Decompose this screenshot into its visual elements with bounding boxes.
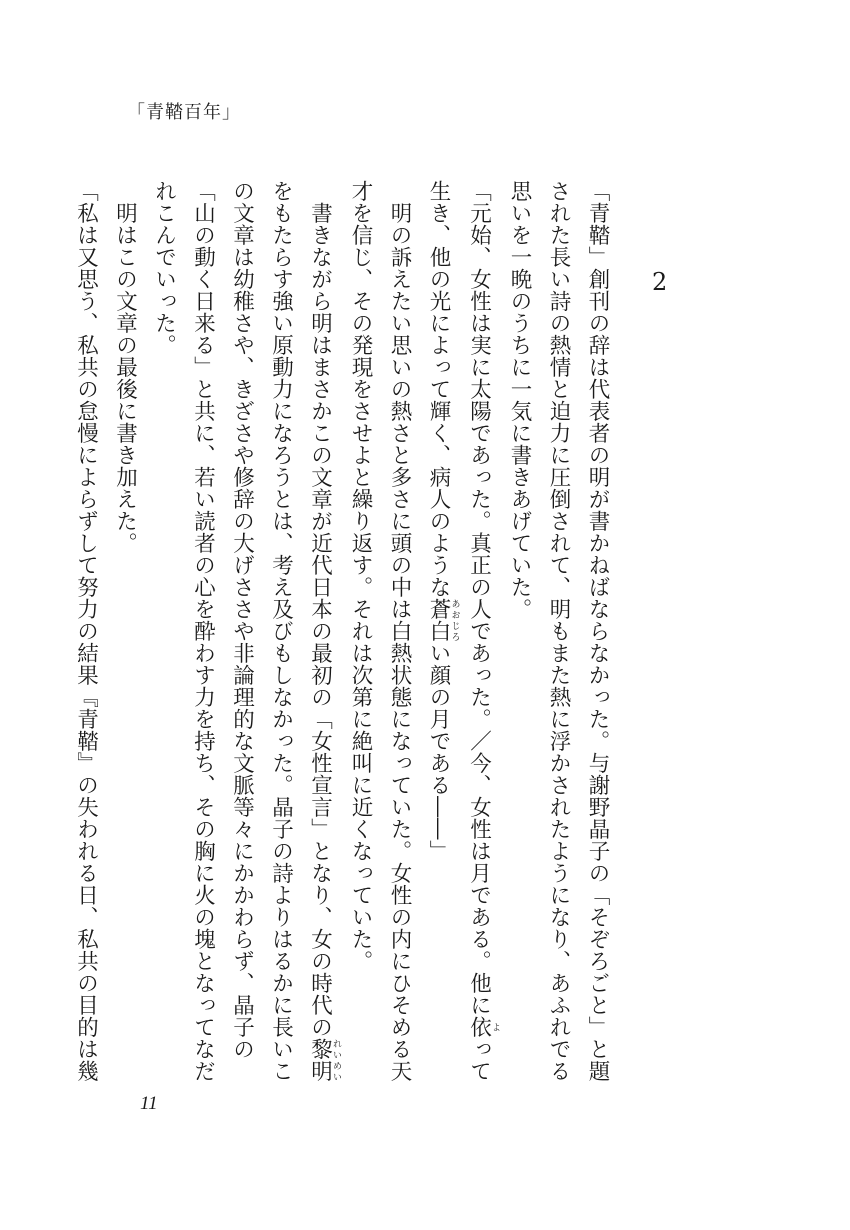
text-line [419,180,460,1060]
ruby-reading: れいめい [331,1038,341,1082]
chapter-number: 2 [652,268,668,296]
running-head-title: 「青鞜百年」 [127,102,241,123]
ruby-base: 黎明 [307,1038,333,1082]
ruby-reading: あおじろ [449,598,460,642]
text-line: 「山の動く日来る」と共に、若い読者の心を酔わす力を持ち、その胸に火の塊となってなだ [190,180,216,1082]
text-line: された長い詩の熱情と迫力に圧倒されて、明もまた熱に浮かされたようになり、あふれでる [546,180,571,1082]
text-line: 「私は又思う、私共の怠慢によらずして努力の結果『青鞜』の失われる日、私共の目的は幾 [73,180,99,1082]
ruby-base: 依 [466,1016,492,1038]
text-line: れこんでいった。 [151,180,177,356]
ruby-annotation [426,598,460,642]
ruby-reading: よ [490,1016,500,1038]
text-line: 思いを一晩のうちに一気に書きあげていた。 [507,180,532,620]
text-line: をもたらす強い原動力になろうとは、考え及びもしなかった。晶子の詩よりはるかに長いこ [268,180,294,1082]
body-text [73,180,617,1082]
text-segment: 「元始、女性は実に太陽であった。真正の人であった。／今、女性は月である。他に [466,180,492,1016]
text-line: の文章は幼稚さや、きざさや修辞の大げささや非論理的な文脈等々にかかわらず、晶子の [229,180,255,1060]
text-segment: 書きながら明はまさかこの文章が近代日本の最初の「女性宣言」となり、女の時代の [307,180,333,1038]
ruby-base: 蒼白 [426,598,451,642]
text-line: 「青鞜」創刊の辞は代表者の明が書かねばならなかった。与謝野晶子の「そぞろごと」と題 [585,180,610,1082]
page-number: 11 [140,1093,158,1114]
text-line: 才を信じ、その発現をさせよと繰り返す。それは次第に絶叫に近くなっていた。 [348,180,373,972]
ruby-annotation [307,1038,341,1082]
text-segment: 生き、他の光によって輝く、病人のような [426,180,451,598]
text-segment: って [466,1038,492,1082]
ruby-annotation [466,1016,500,1038]
text-line: 明の訴えたい思いの熱さと多さに頭の中は白熱状態になっていた。女性の内にひそめる天 [387,180,412,1082]
text-line: 明はこの文章の最後に書き加えた。 [112,180,138,554]
text-line [301,180,342,1082]
text-segment: い顔の月である――」 [426,642,451,862]
text-line [460,180,501,1082]
